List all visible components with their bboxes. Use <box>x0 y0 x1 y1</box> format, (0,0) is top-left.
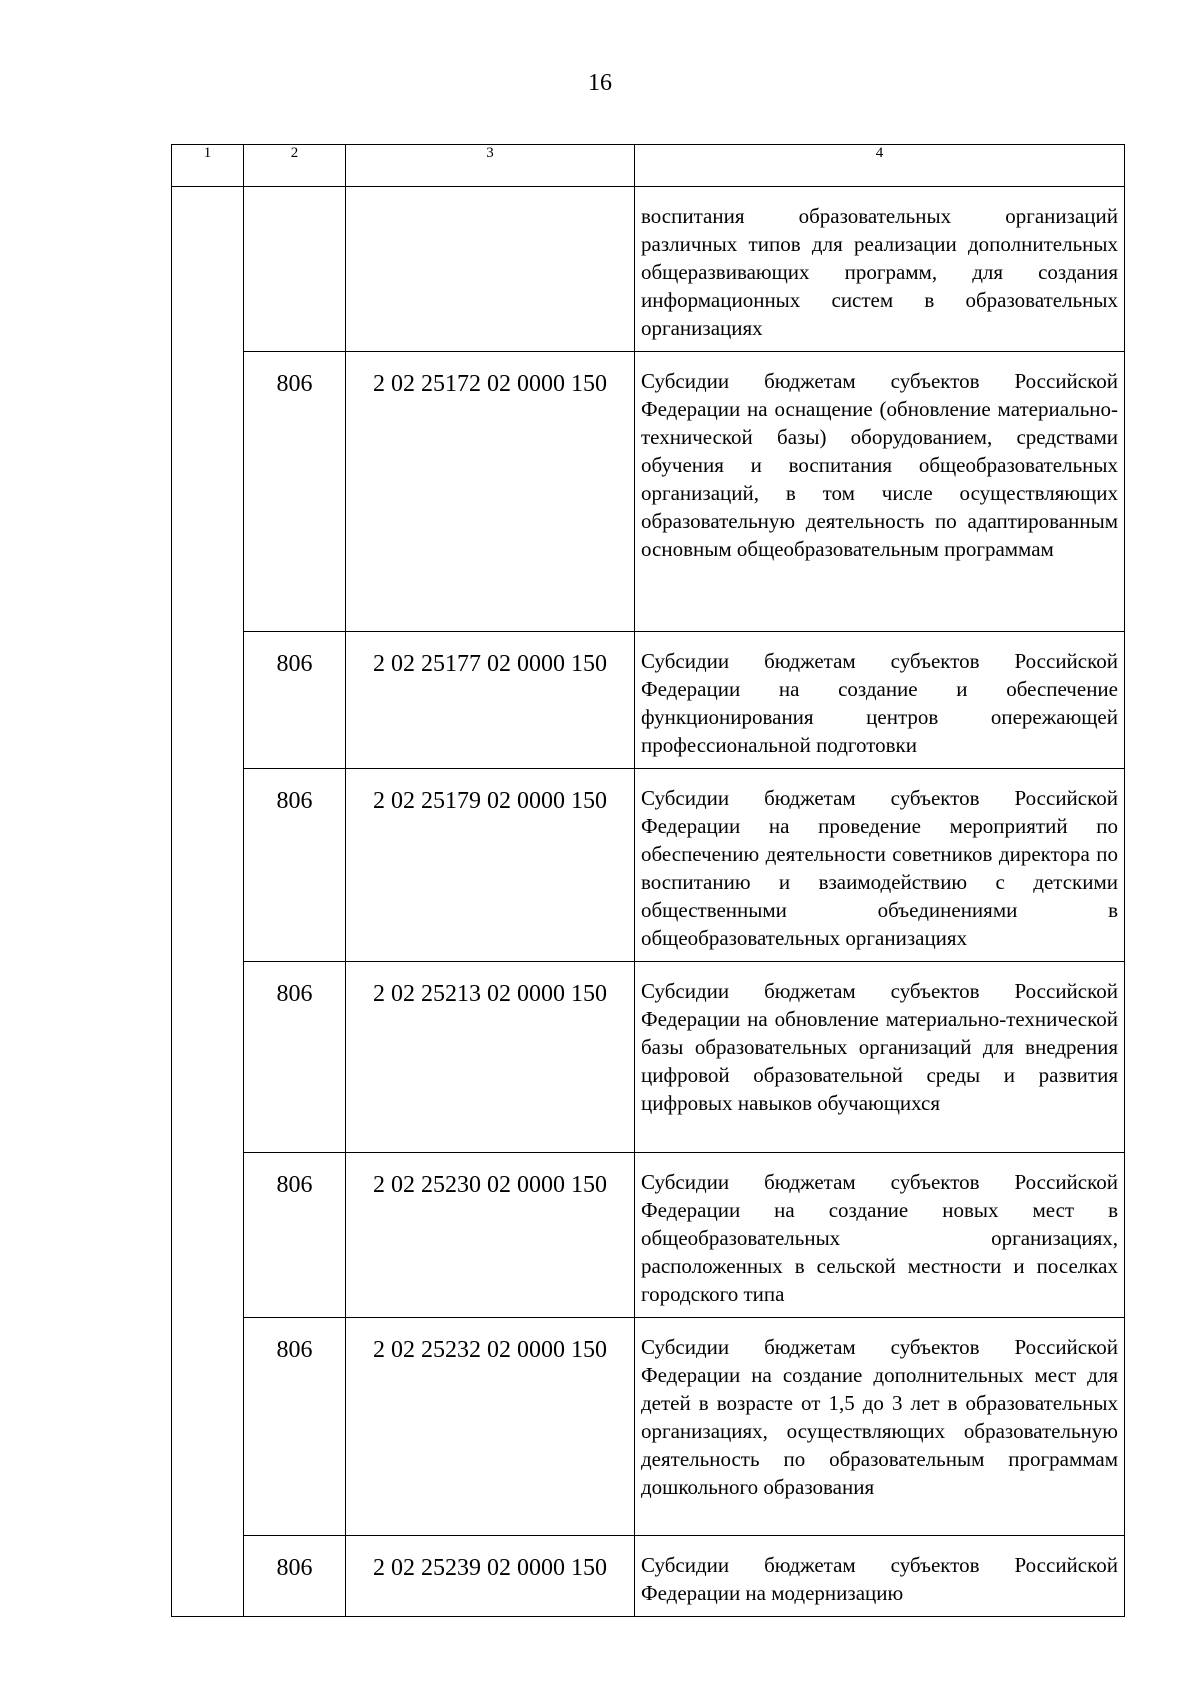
table-row <box>172 632 1125 769</box>
table-header-row <box>172 145 1125 187</box>
description-cell: Субсидии бюджетам субъектов Российской Федерации на обновление материально-технической базы образовательных организаций для внедрения цифровой образовательной среды и развития цифровых навыков обучающихся <box>635 962 1125 1153</box>
description-cell: воспитания образовательных организаций различных типов для реализации дополнительных общеразвивающих программ, для создания информационных систем в образовательных организациях <box>635 187 1125 352</box>
column-header-2: 2 <box>244 145 346 187</box>
page-number: 16 <box>588 70 612 96</box>
description-cell: Субсидии бюджетам субъектов Российской Федерации на создание новых мест в общеобразовательных организациях, расположенных в сельской местности и поселках городского типа <box>635 1153 1125 1318</box>
budget-code-cell: 2 02 25177 02 0000 150 <box>346 632 635 769</box>
admin-code-cell <box>244 187 346 352</box>
budget-code-cell: 2 02 25179 02 0000 150 <box>346 769 635 962</box>
table-row <box>172 962 1125 1153</box>
budget-code-cell <box>346 187 635 352</box>
table-row <box>172 769 1125 962</box>
column-header-1: 1 <box>172 145 244 187</box>
admin-code-cell: 806 <box>244 352 346 632</box>
budget-code-cell: 2 02 25230 02 0000 150 <box>346 1153 635 1318</box>
row-number-cell <box>172 187 244 1617</box>
table-row <box>172 1318 1125 1536</box>
table-row <box>172 1536 1125 1617</box>
description-cell: Субсидии бюджетам субъектов Российской Федерации на создание дополнительных мест для детей в возрасте от 1,5 до 3 лет в образовательных организациях, осуществляющих образовательную деятельность по образовательным программам дошкольного образования <box>635 1318 1125 1536</box>
table-row <box>172 1153 1125 1318</box>
admin-code-cell: 806 <box>244 962 346 1153</box>
description-cell: Субсидии бюджетам субъектов Российской Федерации на модернизацию <box>635 1536 1125 1617</box>
column-header-3: 3 <box>346 145 635 187</box>
budget-code-cell: 2 02 25239 02 0000 150 <box>346 1536 635 1617</box>
admin-code-cell: 806 <box>244 632 346 769</box>
description-cell: Субсидии бюджетам субъектов Российской Федерации на проведение мероприятий по обеспечению деятельности советников директора по воспитанию и взаимодействию с детскими общественными объединениями в общеобразовательных организациях <box>635 769 1125 962</box>
admin-code-cell: 806 <box>244 769 346 962</box>
admin-code-cell: 806 <box>244 1536 346 1617</box>
budget-classification-table <box>171 144 1125 1617</box>
description-cell: Субсидии бюджетам субъектов Российской Федерации на создание и обеспечение функционирования центров опережающей профессиональной подготовки <box>635 632 1125 769</box>
column-header-4: 4 <box>635 145 1125 187</box>
budget-code-cell: 2 02 25232 02 0000 150 <box>346 1318 635 1536</box>
admin-code-cell: 806 <box>244 1153 346 1318</box>
table-row <box>172 187 1125 352</box>
table-row <box>172 352 1125 632</box>
budget-code-cell: 2 02 25213 02 0000 150 <box>346 962 635 1153</box>
description-cell: Субсидии бюджетам субъектов Российской Федерации на оснащение (обновление материально-технической базы) оборудованием, средствами обучения и воспитания общеобразовательных организаций, в том числе осуществляющих образовательную деятельность по адаптированным основным общеобразовательным программам <box>635 352 1125 632</box>
budget-code-cell: 2 02 25172 02 0000 150 <box>346 352 635 632</box>
admin-code-cell: 806 <box>244 1318 346 1536</box>
